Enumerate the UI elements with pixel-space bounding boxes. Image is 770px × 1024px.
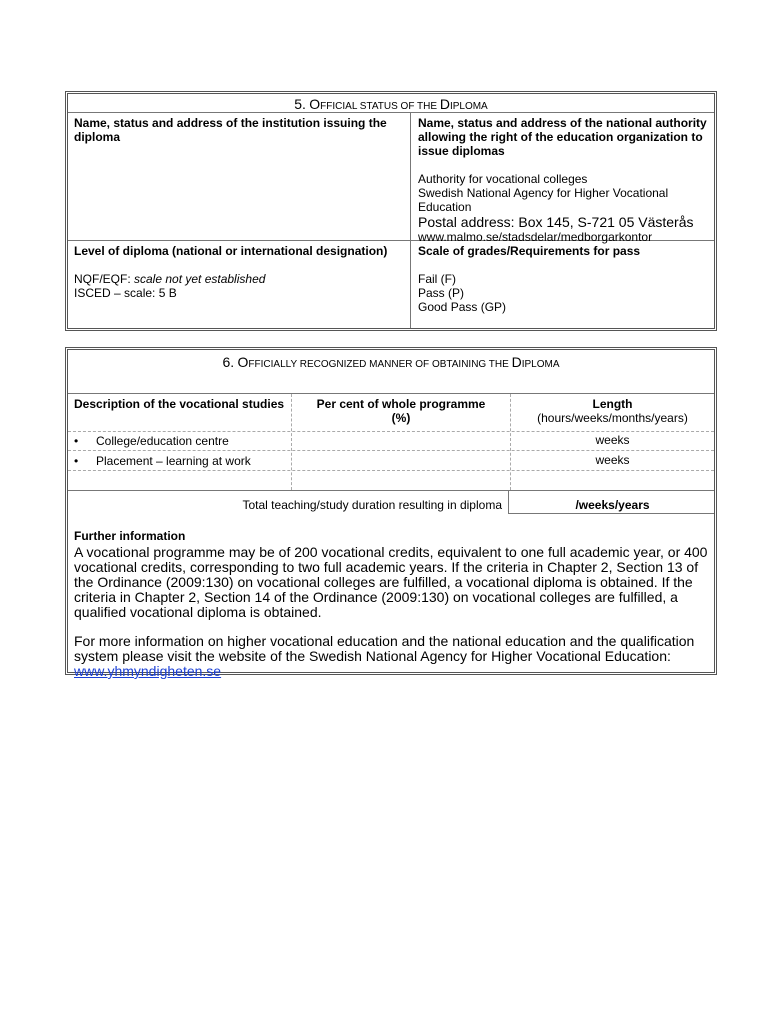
title-initial-o: O bbox=[309, 96, 321, 112]
further-info-text: For more information on higher vocational education and the national education and the qualification system please visit the website of the Swedish National Agency for Higher Vocational Education: bbox=[74, 633, 695, 664]
bullet-icon: • bbox=[74, 454, 79, 468]
title-part-2: IPLOMA bbox=[449, 101, 488, 112]
total-duration-label: Total teaching/study duration resulting in diploma bbox=[242, 498, 502, 512]
grades-heading: Scale of grades/Requirements for pass bbox=[418, 244, 641, 258]
col-length-heading-line2: (hours/weeks/months/years) bbox=[537, 411, 688, 425]
grid-line bbox=[68, 470, 714, 471]
further-info-paragraph-1: A vocational programme may be of 200 vocational credits, equivalent to one full academic year, or 400 vocational credits, corresponding to two full academic years. If the criteria in Chapter 2, Section 13 of the Ordinance (2009:130) on vocational colleges are fulfilled, a vocational diploma is obtained. If the criteria in Chapter 2, Section 14 of the Ordinance (2009:130) on vocational colleges are fulfilled, a qualified vocational diploma is obtained. bbox=[74, 544, 708, 620]
authority-heading: Name, status and address of the national authority allowing the right of the education organization to issue diplomas bbox=[418, 116, 707, 158]
authority-agency: Swedish National Agency for Higher Vocational Education bbox=[418, 186, 669, 214]
level-block bbox=[74, 244, 404, 300]
title-initial-d: D bbox=[439, 96, 450, 112]
further-info-paragraph-2 bbox=[74, 634, 710, 679]
authority-postal-address: Postal address: Box 145, S-721 05 Västerås bbox=[418, 214, 694, 230]
title-initial-o: O bbox=[237, 354, 249, 370]
grades-block bbox=[418, 244, 713, 314]
nqf-line bbox=[74, 272, 404, 286]
nqf-value: scale not yet established bbox=[134, 272, 266, 286]
grade-good-pass: Good Pass (GP) bbox=[418, 300, 507, 314]
title-part-1: FFICIALLY RECOGNIZED MANNER OF OBTAINING THE bbox=[248, 359, 512, 370]
column-divider bbox=[410, 113, 411, 328]
institution-heading: Name, status and address of the institution issuing the diploma bbox=[74, 116, 387, 144]
col-percent-heading-line2: (%) bbox=[391, 411, 411, 425]
authority-block bbox=[418, 116, 713, 244]
grid-line bbox=[68, 450, 714, 451]
section-5-official-status bbox=[65, 91, 717, 331]
authority-name: Authority for vocational colleges bbox=[418, 172, 588, 186]
title-initial-d: D bbox=[511, 354, 522, 370]
col-percent-heading-line1: Per cent of whole programme bbox=[316, 397, 486, 411]
nqf-label: NQF/EQF: bbox=[74, 272, 134, 286]
title-part-2: IPLOMA bbox=[521, 359, 560, 370]
bullet-icon: • bbox=[74, 434, 79, 448]
row-label: College/education centre bbox=[96, 434, 229, 448]
title-part-1: FFICIAL STATUS OF THE bbox=[320, 101, 440, 112]
further-information bbox=[74, 529, 710, 679]
col-description-heading: Description of the vocational studies bbox=[74, 397, 285, 411]
grade-pass: Pass (P) bbox=[418, 286, 465, 300]
further-info-heading: Further information bbox=[74, 529, 186, 543]
row-length: weeks bbox=[595, 433, 630, 447]
total-duration-value: /weeks/years bbox=[575, 498, 650, 512]
table-row bbox=[74, 434, 289, 448]
section-6-title bbox=[68, 350, 714, 394]
col-length-heading bbox=[511, 397, 714, 425]
table-row bbox=[74, 454, 289, 468]
col-percent-heading bbox=[292, 397, 510, 425]
grid-line bbox=[508, 513, 714, 514]
section-5-title bbox=[68, 94, 714, 113]
section-5-number: 5. bbox=[294, 96, 306, 112]
col-length-heading-line1: Length bbox=[592, 397, 633, 411]
section-6-manner-of-obtaining bbox=[65, 347, 717, 679]
level-heading: Level of diploma (national or international designation) bbox=[74, 244, 388, 258]
section-6-number: 6. bbox=[222, 354, 235, 370]
authority-url: www.malmo.se/stadsdelar/medborgarkontor bbox=[418, 230, 653, 244]
row-label: Placement – learning at work bbox=[96, 454, 251, 468]
grid-line bbox=[508, 490, 509, 513]
website-link[interactable]: www.yhmyndigheten.se bbox=[74, 663, 222, 679]
isced-line: ISCED – scale: 5 B bbox=[74, 286, 177, 300]
grid-line bbox=[68, 431, 714, 432]
grid-line bbox=[68, 490, 714, 491]
grade-fail: Fail (F) bbox=[418, 272, 456, 286]
row-length: weeks bbox=[595, 453, 630, 467]
